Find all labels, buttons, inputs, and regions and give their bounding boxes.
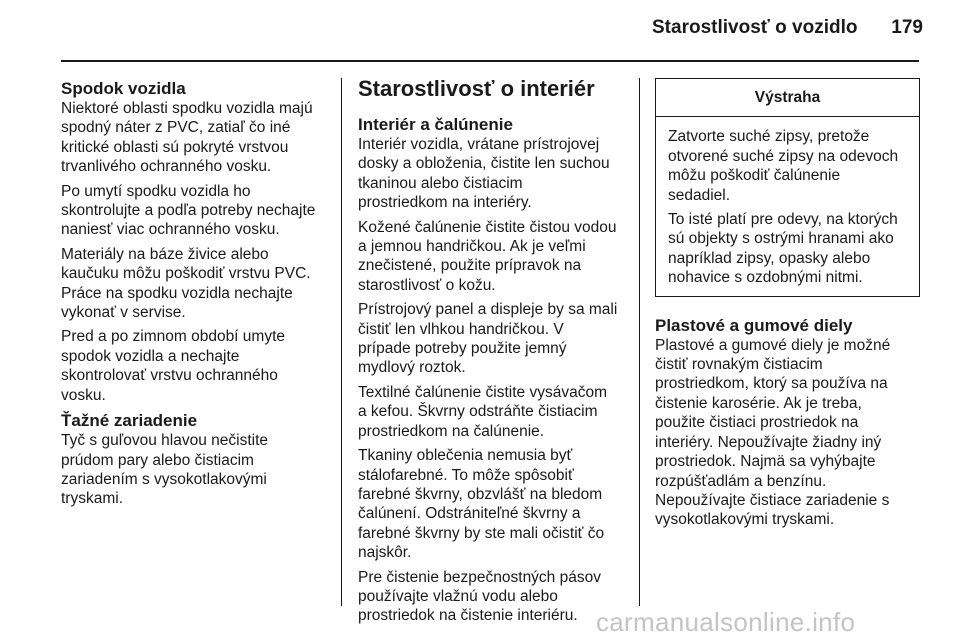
paragraph: Pred a po zimnom období umyte spodok vozidla a nechajte skontrolovať vrstvu ochranného vosku. bbox=[61, 328, 286, 404]
column-middle bbox=[358, 78, 626, 631]
paragraph: Interiér vozidla, vrátane prístrojovej dosky a obloženia, čistite len suchou tkaninou alebo čistiacim prostriedkom na interiéry. bbox=[358, 136, 610, 212]
column-left bbox=[61, 78, 327, 514]
paragraph: Pre čistenie bezpečnostných pásov používajte vlažnú vodu alebo prostriedok na čistenie interiéru. bbox=[358, 568, 601, 625]
main-heading-interior-care: Starostlivosť o interiér bbox=[358, 76, 595, 101]
paragraph: Plastové a gumové diely je možné čistiť rovnakým čistiacim prostriedkom, ktorý sa používa na čistenie karosérie. Ak je treba, použite čistiaci prostriedok na interiéry. Nepoužívajte žiadny iný prostriedok. Najmä sa vyhýbajte rozpúšťadlám a benzínu. Nepoužívajte čistiace zariadenie s vysokotlakovými tryskami. bbox=[655, 336, 891, 529]
warning-title: Výstraha bbox=[656, 79, 919, 117]
column-right bbox=[655, 78, 920, 535]
paragraph: Materiály na báze živice alebo kaučuku môžu poškodiť vrstvu PVC. Práce na spodku vozidla nechajte vykonať v servise. bbox=[61, 245, 311, 322]
paragraph: Tyč s guľovou hlavou nečistite prúdom pary alebo čistiacim zariadením s vysokotlakovými tryskami. bbox=[61, 432, 268, 508]
warning-paragraph: To isté platí pre odevy, na ktorých sú objekty s ostrými hranami ako napríklad zipsy, opasky alebo nohavice s ozdobnými nitmi. bbox=[668, 211, 898, 287]
paragraph: Textilné čalúnenie čistite vysávačom a kefou. Škvrny odstráňte čistiacim prostriedkom na čalúnenie. bbox=[358, 383, 607, 440]
paragraph: Po umytí spodku vozidla ho skontrolujte a podľa potreby nechajte naniesť viac ochranného vosku. bbox=[61, 182, 316, 239]
warning-body bbox=[656, 117, 919, 295]
section-heading-plastic-rubber: Plastové a gumové diely bbox=[655, 315, 853, 335]
page-number: 179 bbox=[891, 17, 923, 38]
warning-box bbox=[655, 78, 920, 297]
watermark: carmanualsonline.info bbox=[596, 607, 856, 637]
column-divider-right bbox=[639, 78, 640, 606]
column-divider-left bbox=[341, 78, 342, 606]
warning-paragraph: Zatvorte suché zipsy, pretože otvorené suché zipsy na odevoch môžu poškodiť čalúnenie sedadiel. bbox=[668, 128, 899, 204]
header-divider bbox=[61, 60, 919, 62]
paragraph: Kožené čalúnenie čistite čistou vodou a jemnou handričkou. Ak je veľmi znečistené, použite prípravok na starostlivosť o kožu. bbox=[358, 218, 617, 294]
page-header-title: Starostlivosť o vozidlo bbox=[652, 17, 858, 38]
section-heading-upholstery: Interiér a čalúnenie bbox=[358, 115, 513, 134]
section-heading-underbody: Spodok vozidla bbox=[61, 79, 186, 98]
paragraph: Niektoré oblasti spodku vozidla majú spodný náter z PVC, zatiaľ čo iné kritické oblasti sú pokryté vrstvou trvanlivého ochranného vosku. bbox=[61, 100, 313, 176]
section-heading-towbar: Ťažné zariadenie bbox=[61, 411, 198, 431]
paragraph: Tkaniny oblečenia nemusia byť stálofarebné. To môže spôsobiť farebné škvrny, obzvlášť na bledom čalúnení. Odstrániteľné škvrny a farebné škvrny by ste mali očistiť čo najskôr. bbox=[358, 447, 605, 562]
paragraph: Prístrojový panel a displeje by sa mali čistiť len vlhkou handričkou. V prípade potreby použite jemný mydlový roztok. bbox=[358, 301, 618, 377]
